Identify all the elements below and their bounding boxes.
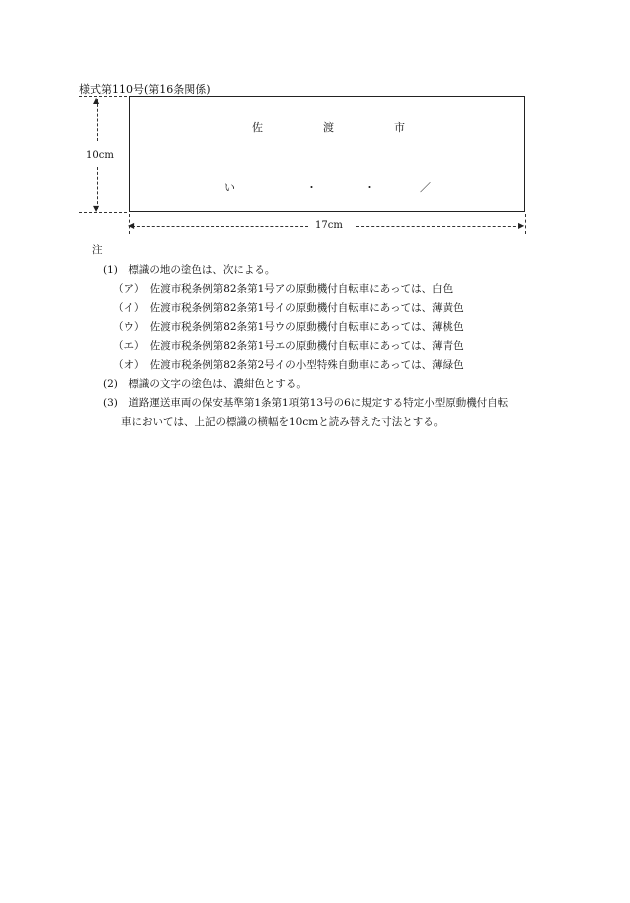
note-subitem: （ウ） 佐渡市税条例第82条第1号ウの原動機付自転車にあっては、薄桃色 — [113, 321, 464, 333]
arrow-up-icon: ▲ — [93, 96, 100, 105]
plate-city-char-3: 市 — [394, 121, 405, 134]
height-dimension-line-upper — [97, 99, 98, 141]
height-tick-bottom — [79, 212, 127, 213]
width-tick-right — [525, 214, 526, 234]
width-label: 17cm — [315, 220, 343, 231]
plate-city-char-1: 佐 — [252, 121, 263, 134]
note-item-continuation: 車においては、上記の標識の横幅を10cmと読み替えた寸法とする。 — [121, 416, 445, 428]
width-dimension-line-right — [356, 226, 521, 227]
note-item: (3) 道路運送車両の保安基準第1条第1項第13号の6に規定する特定小型原動機付自転 — [103, 397, 509, 409]
plate-city-char-2: 渡 — [323, 121, 334, 134]
plate-reg-char-3: ・ — [364, 181, 375, 194]
note-subitem: （ア） 佐渡市税条例第82条第1号アの原動機付自転車にあっては、白色 — [113, 283, 454, 295]
notes-heading: 注 — [92, 244, 103, 256]
note-item: (2) 標識の文字の塗色は、濃紺色とする。 — [103, 378, 307, 390]
plate-reg-char-4: ／ — [420, 181, 431, 194]
note-subitem: （イ） 佐渡市税条例第82条第1号イの原動機付自転車にあっては、薄黄色 — [113, 302, 464, 314]
note-subitem: （オ） 佐渡市税条例第82条第2号イの小型特殊自動車にあっては、薄緑色 — [113, 359, 464, 371]
note-subitem: （エ） 佐渡市税条例第82条第1号エの原動機付自転車にあっては、薄青色 — [113, 340, 464, 352]
height-tick-top — [79, 96, 127, 97]
height-label: 10cm — [86, 150, 114, 161]
note-item: (1) 標識の地の塗色は、次による。 — [103, 264, 276, 276]
width-dimension-line-left — [132, 226, 308, 227]
form-title: 様式第110号(第16条関係) — [79, 83, 211, 96]
height-dimension-line-lower — [97, 167, 98, 209]
plate-outline — [129, 96, 525, 212]
arrow-left-icon: ◀ — [128, 221, 135, 230]
plate-reg-char-2: ・ — [306, 181, 317, 194]
arrow-right-icon: ▶ — [518, 221, 525, 230]
plate-reg-char-1: い — [224, 181, 235, 194]
arrow-down-icon: ▼ — [93, 204, 100, 213]
